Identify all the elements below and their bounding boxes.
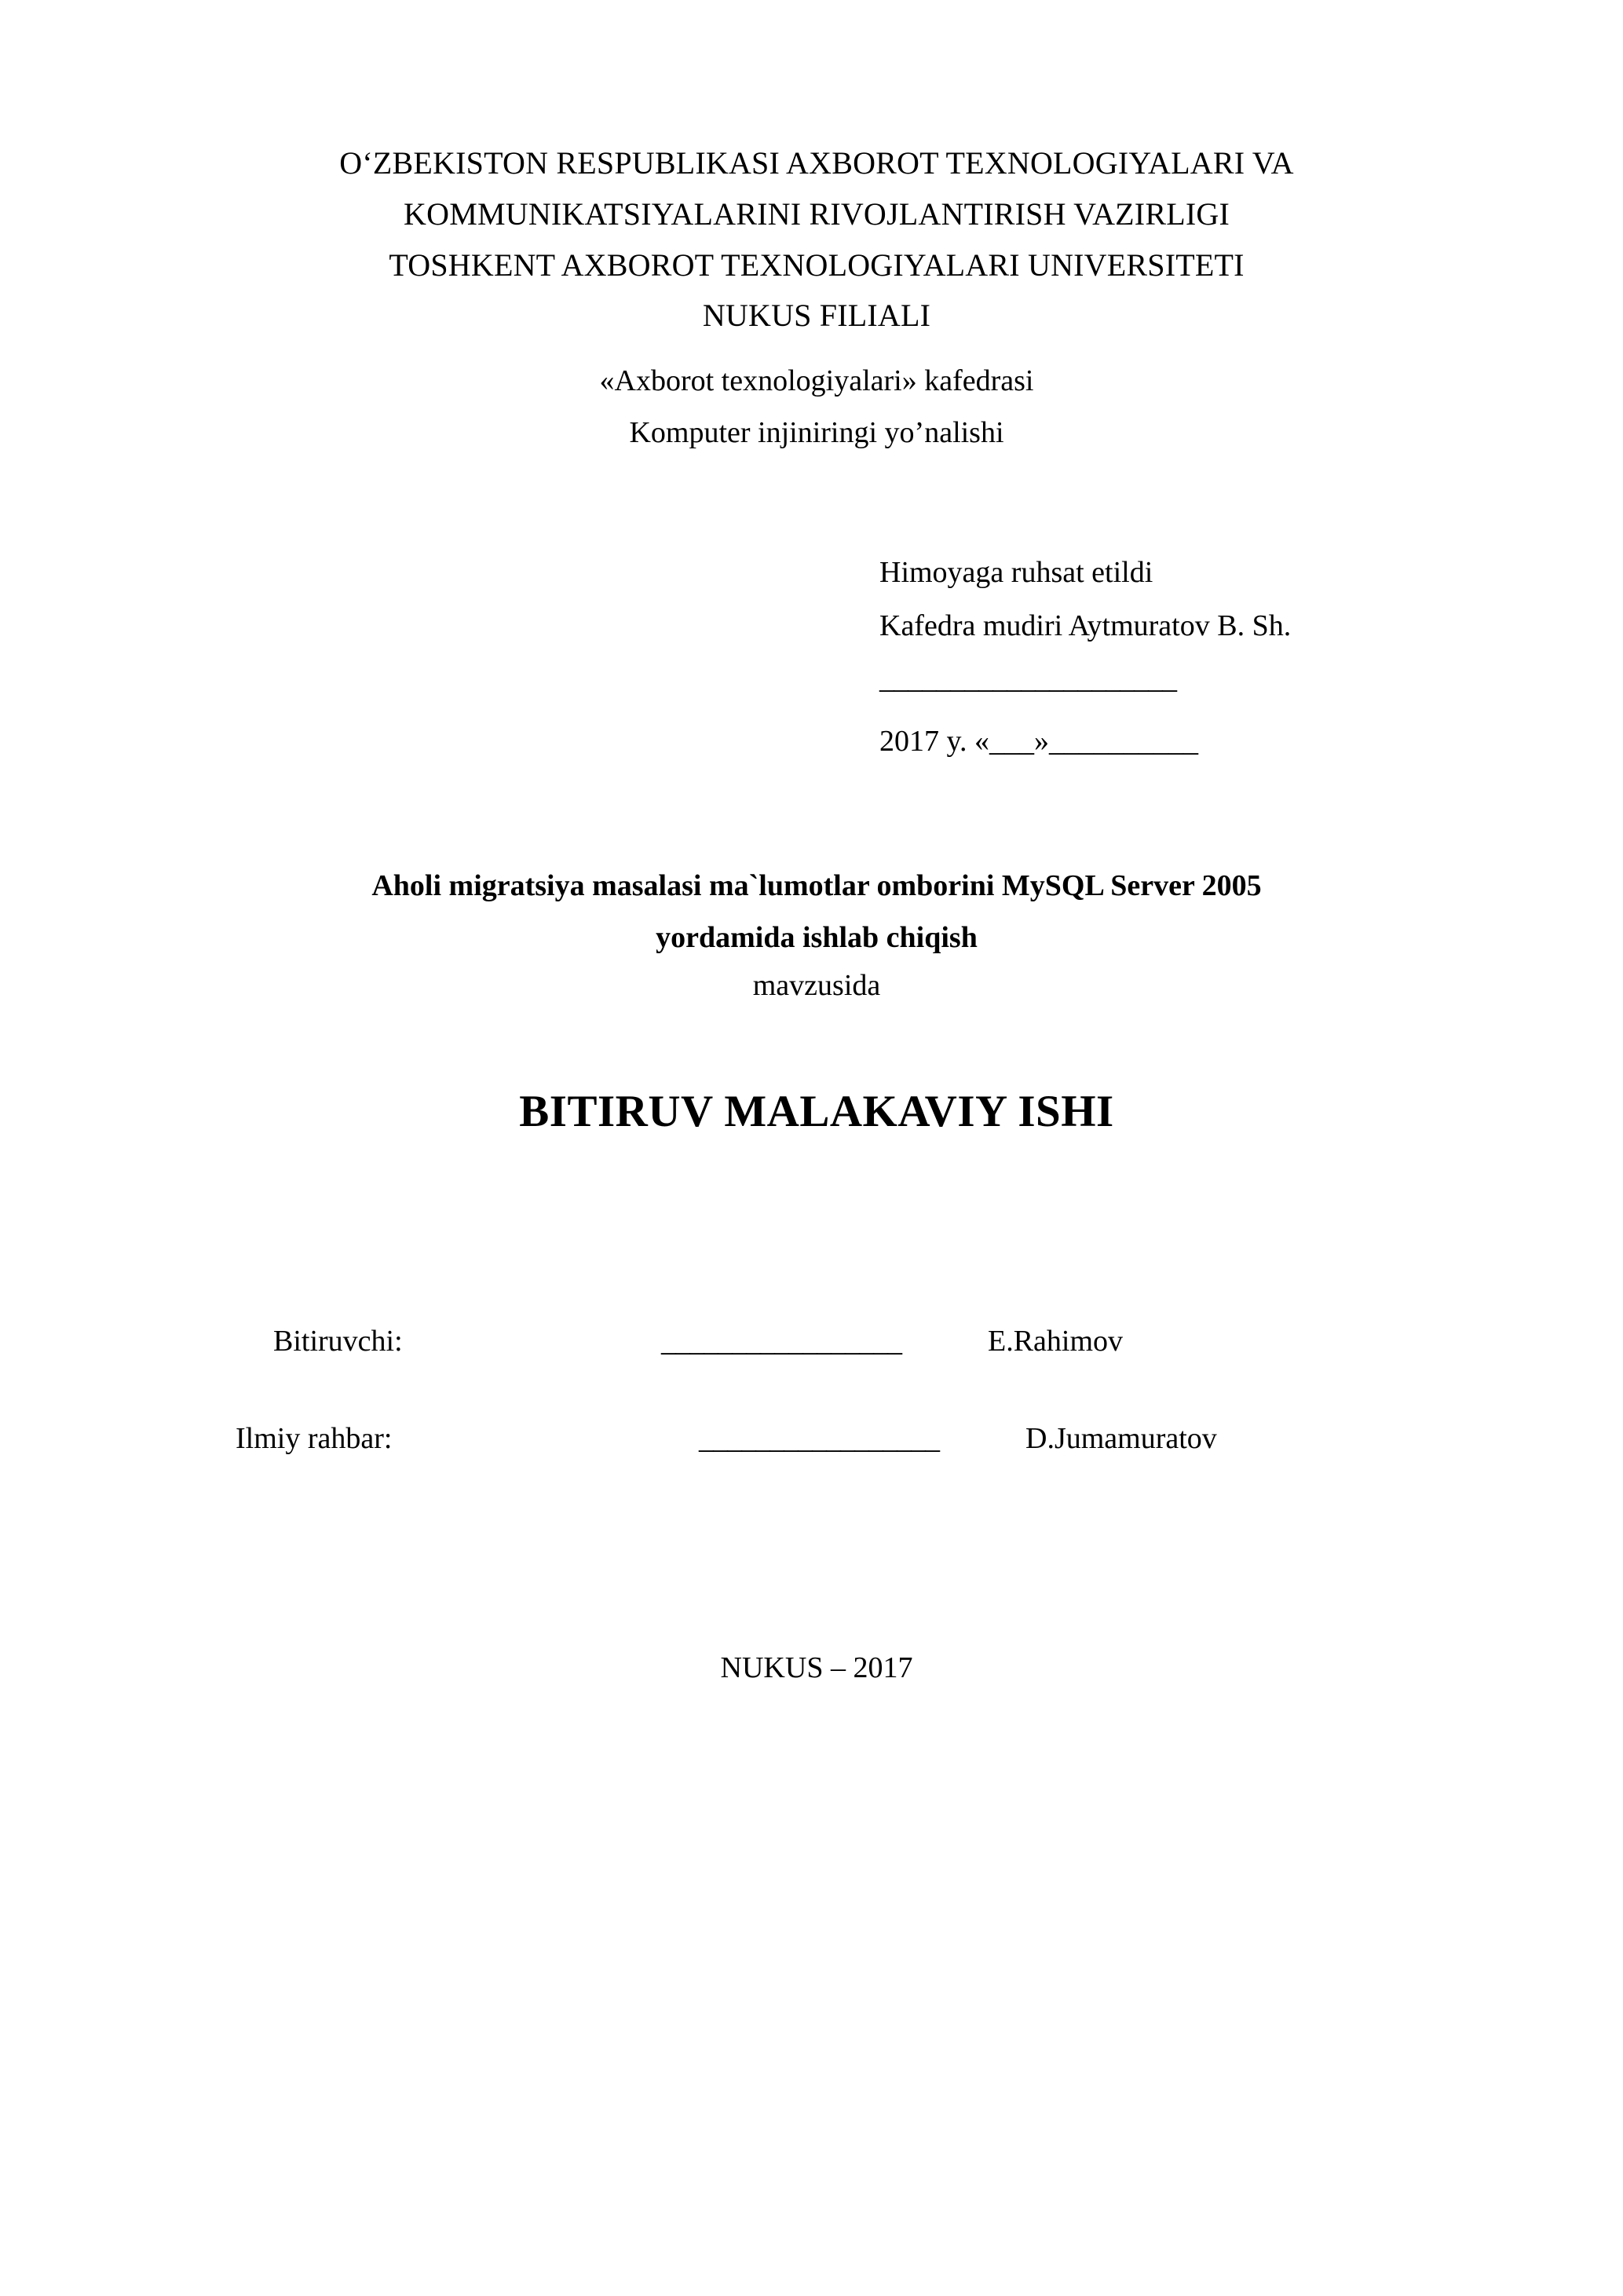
signature-name-student: E.Rahimov bbox=[988, 1325, 1124, 1358]
signature-label-advisor: Ilmiy rahbar: bbox=[236, 1422, 393, 1456]
approval-date-line: 2017 y. «___»__________ bbox=[879, 724, 1199, 758]
approval-chair-name: Kafedra mudiri Aytmuratov B. Sh. bbox=[879, 609, 1292, 642]
document-footer: NUKUS – 2017 bbox=[720, 1651, 913, 1685]
department-block bbox=[236, 356, 1398, 459]
department-program: Komputer injiniringi yo’nalishi bbox=[629, 415, 1004, 449]
approval-signature-rule: _____________________ bbox=[879, 662, 1176, 696]
signature-block bbox=[236, 1324, 1398, 1456]
signature-line-advisor: _________________ bbox=[699, 1422, 939, 1456]
approval-block bbox=[236, 547, 1398, 769]
thesis-subject-word: mavzusida bbox=[752, 969, 881, 1003]
page-content bbox=[236, 0, 1398, 1685]
signature-label-student: Bitiruvchi: bbox=[273, 1325, 403, 1358]
header-line-3: TOSHKENT AXBOROT TEXNOLOGIYALARI UNIVERSITETI bbox=[389, 247, 1245, 283]
signature-row bbox=[236, 1324, 1398, 1358]
department-chair: «Axborot texnologiyalari» kafedrasi bbox=[599, 364, 1034, 398]
thesis-topic-line-1: Aholi migratsiya masalasi ma`lumotlar omborini MySQL Server 2005 bbox=[371, 869, 1262, 903]
institution-header bbox=[236, 138, 1398, 342]
header-line-2: KOMMUNIKATSIYALARINI RIVOJLANTIRISH VAZIRLIGI bbox=[404, 196, 1230, 232]
thesis-topic bbox=[236, 861, 1398, 963]
signature-row bbox=[236, 1421, 1398, 1456]
signature-name-advisor: D.Jumamuratov bbox=[1025, 1422, 1217, 1456]
header-line-1: O‘ZBEKISTON RESPUBLIKASI AXBOROT TEXNOLOGIYALARI VA bbox=[339, 145, 1294, 181]
header-line-4: NUKUS FILIALI bbox=[702, 298, 931, 334]
thesis-topic-line-2: yordamida ishlab chiqish bbox=[656, 920, 978, 954]
document-main-title: BITIRUV MALAKAVIY ISHI bbox=[519, 1087, 1114, 1137]
approval-permission-text: Himoyaga ruhsat etildi bbox=[879, 555, 1153, 589]
signature-line-student: _________________ bbox=[661, 1325, 901, 1358]
